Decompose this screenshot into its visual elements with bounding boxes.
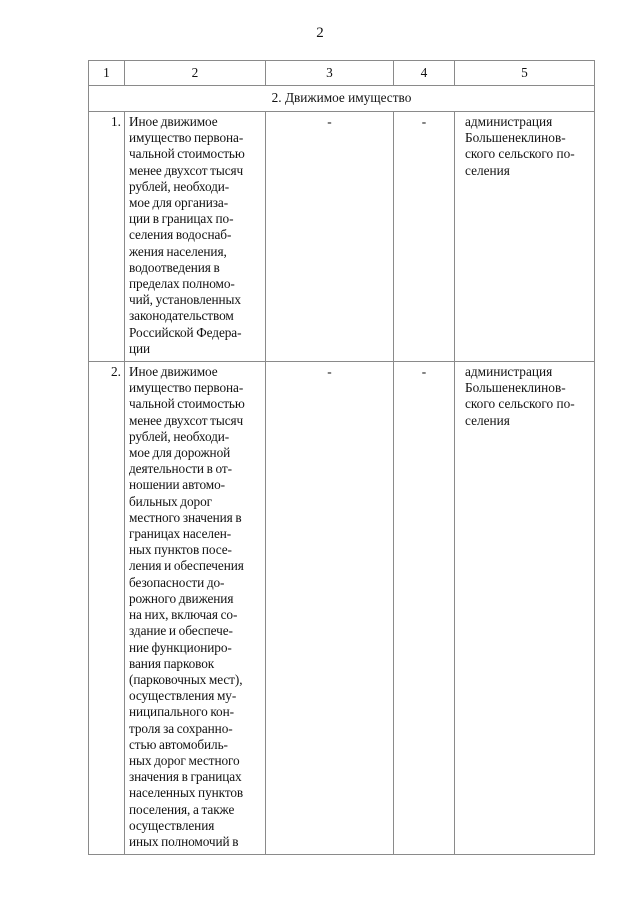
text-line: чальной стоимостью [129,146,245,162]
text-line: рожного движения [129,590,234,606]
text-line: ского сельского по- [465,146,575,162]
text-line: вания парковок [129,655,215,671]
text-line: значения в границах [129,769,242,785]
text-line: на них, включая со- [129,607,238,623]
text-line: селения водоснаб- [129,227,232,243]
text-line: ского сельского по- [465,396,575,412]
text-line: имущество первона- [129,380,244,396]
column-header-1: 1 [89,61,125,86]
text-line: Большенеклинов- [465,130,566,146]
text-line: (парковочных мест), [129,671,243,687]
text-line: Иное движимое [129,364,218,380]
text-line: селения [465,162,510,178]
text-line: осуществления [129,817,215,833]
column-header-5: 5 [455,61,595,86]
text-line: жения населения, [129,243,227,259]
text-line: Большенеклинов- [465,380,566,396]
column-header-2: 2 [125,61,266,86]
text-line: чальной стоимостью [129,396,245,412]
text-line: ных дорог местного [129,752,240,768]
text-line: пределах полномо- [129,276,235,292]
text-line: Российской Федера- [129,324,242,340]
table-row [89,112,595,362]
property-name-cell [125,362,266,855]
text-line: местного значения в [129,509,242,525]
text-line: поселения, а также [129,801,235,817]
column-3-value: - [266,112,394,362]
owner-cell [455,362,595,855]
text-line: ции в границах по- [129,211,234,227]
text-line: мое для организа- [129,195,229,211]
text-line: иных полномочий в [129,833,239,849]
owner-cell [455,112,595,362]
text-line: стью автомобиль- [129,736,228,752]
section-row [89,86,595,112]
text-line: ных пунктов посе- [129,542,232,558]
column-4-value: - [394,112,455,362]
text-line: ние функциониро- [129,639,232,655]
text-line: мое для дорожной [129,445,231,461]
text-line: населенных пунктов [129,785,244,801]
column-header-4: 4 [394,61,455,86]
text-line: здание и обеспече- [129,623,233,639]
text-line: ниципального кон- [129,704,234,720]
text-line: имущество первона- [129,130,244,146]
text-line: безопасности до- [129,574,225,590]
column-4-value: - [394,362,455,855]
text-line: осуществления му- [129,688,237,704]
text-line: водоотведения в [129,259,220,275]
text-line: администрация [465,364,553,380]
row-number: 1. [89,112,125,362]
property-registry-table [88,60,595,855]
text-line: ления и обеспечения [129,558,244,574]
table-row [89,362,595,855]
section-title: 2. Движимое имущество [89,86,595,112]
text-line: ции [129,340,151,356]
table-header-row [89,61,595,86]
text-line: чий, установленных [129,292,241,308]
page-number: 2 [316,25,324,41]
text-line: менее двухсот тысяч [129,412,244,428]
text-line: бильных дорог [129,493,212,509]
text-line: рублей, необходи- [129,178,230,194]
row-number: 2. [89,362,125,855]
text-line: администрация [465,114,553,129]
text-line: рублей, необходи- [129,428,230,444]
text-line: троля за сохранно- [129,720,233,736]
text-line: законодательством [129,308,234,324]
text-line: границах населен- [129,526,232,542]
column-3-value: - [266,362,394,855]
column-header-3: 3 [266,61,394,86]
text-line: селения [465,412,510,428]
text-line: менее двухсот тысяч [129,162,244,178]
text-line: ношении автомо- [129,477,225,493]
property-name-cell [125,112,266,362]
text-line: Иное движимое [129,114,218,129]
text-line: деятельности в от- [129,461,232,477]
